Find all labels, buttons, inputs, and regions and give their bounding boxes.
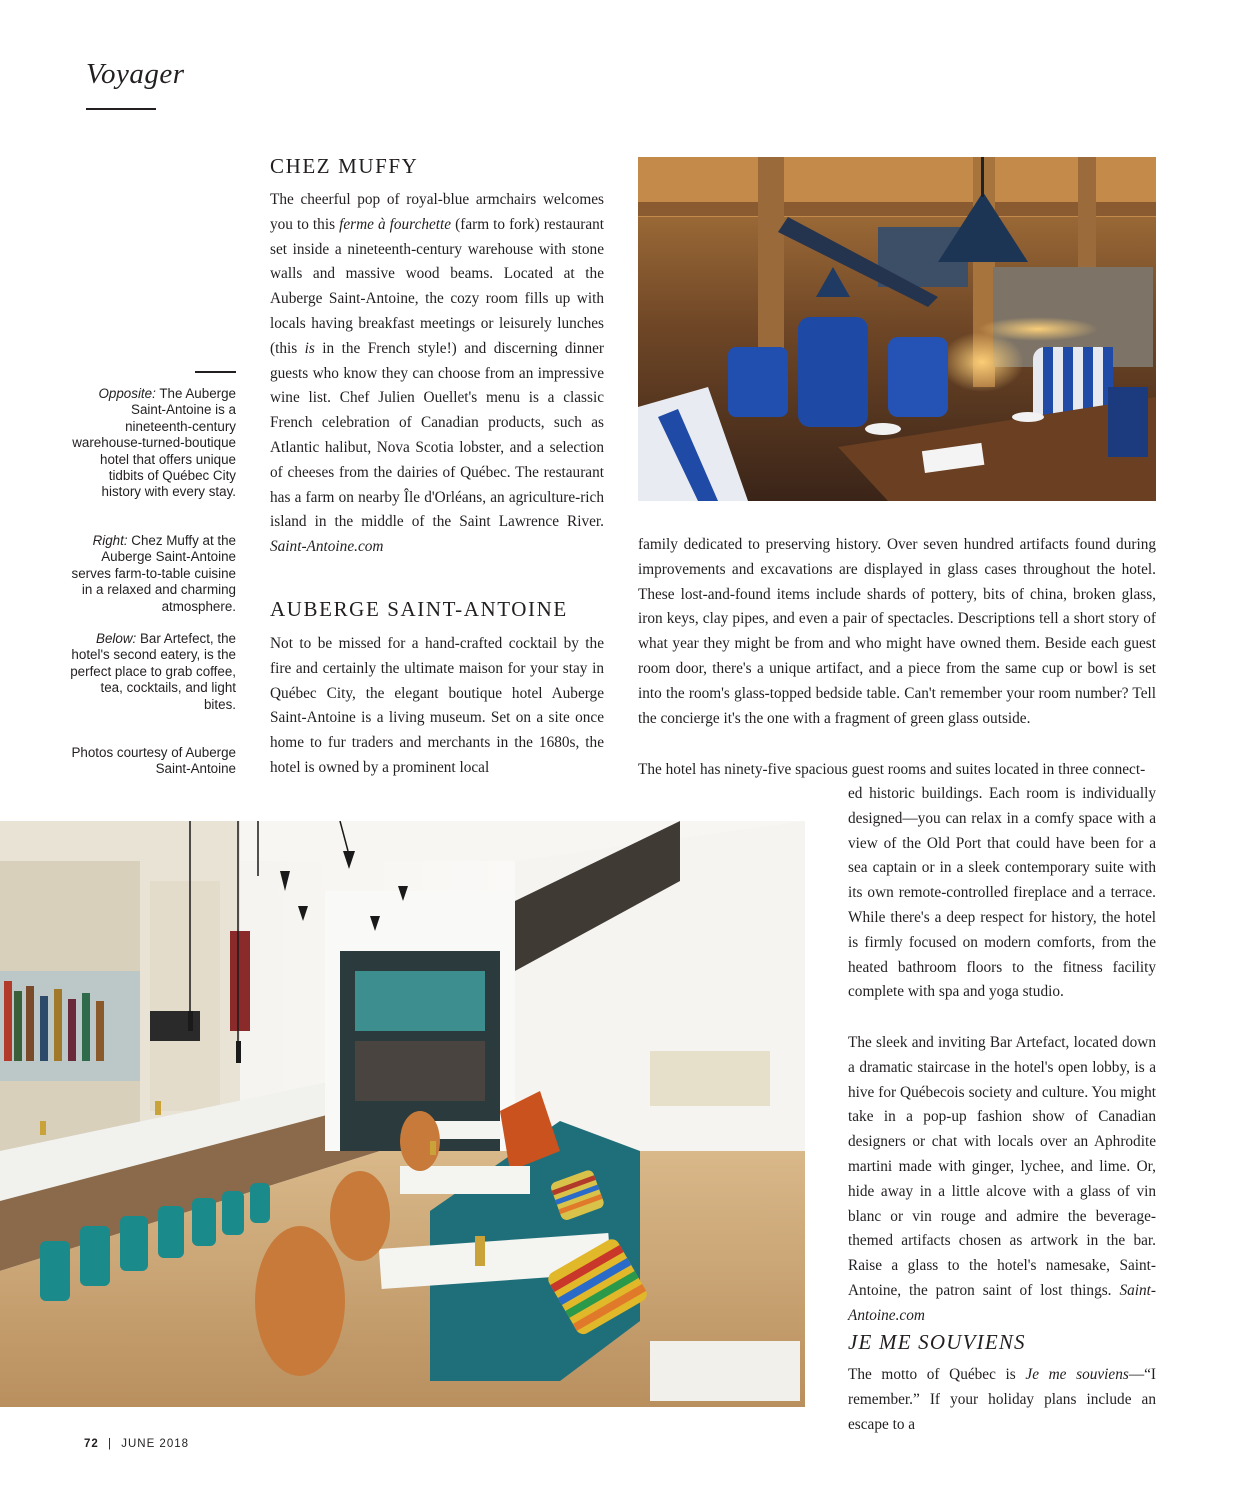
photo-bar-artefact [0, 821, 805, 1407]
folio-separator: | [108, 1438, 112, 1450]
auberge-paragraph-1: Not to be missed for a hand-crafted cocktail by the fire and certainly the ultimate maison for your stay in Québec City, the elegant boutique hotel Auberge Saint-Antoine is a living museum. Set on a site once home to fur traders and merchants in the 1680s, the hotel is owned by a prominent local [270, 635, 604, 776]
page-number: 72 [84, 1438, 99, 1450]
section-label: Voyager [86, 58, 185, 90]
auberge-paragraph-1-continued: family dedicated to preserving history. Over seven hundred artifacts found during improvements and excavations are displayed in glass cases throughout the hotel. These lost-and-found items include shards of pottery, bits of china, broken glass, iron keys, clay pipes, and even a pair of spectacles. Descriptions tell a short story of what year they might be from and who might have owned them. Beside each guest room door, there's a unique artifact, and a piece from the same cup or bowl is set into the room's glass-topped bedside table. Can't remember your room number? Tell the concierge it's the one with a fragment of green glass outside. [638, 536, 1156, 727]
auberge-paragraph-2: ed historic buildings. Each room is individually designed—you can relax in a comfy space with a view of the Old Port that could have been for a sea captain or in a sleek contemporary suite with its own remote-controlled fireplace and a terrace. While there's a deep respect for history, the hotel is firmly focused on modern comforts, from the heated bathroom floors to the fitness facility complete with spa and yoga studio. [848, 785, 1156, 1001]
heading-auberge: AUBERGE SAINT-ANTOINE [270, 597, 568, 621]
caption-opposite: Opposite: The Auberge Saint-Antoine is a nineteenth-century warehouse-turned-boutique hotel that offers unique tidbits of Québec City history with every stay. [72, 386, 236, 500]
website-link: Saint-Antoine.com [270, 538, 384, 556]
chez-muffy-paragraph: The cheerful pop of royal-blue armchairs welcomes you to this ferme à fourchette (farm to fork) restaurant set inside a nineteenth-century warehouse with stone walls and massive wood beams. Located at the Auberge Saint-Antoine, the cozy room fills up with locals having breakfast meetings or leisurely lunches (this is in the French style!) and discerning dinner guests who know they can choose from an impressive wine list. Chef Julien Ouellet's menu is a classic French celebration of Canadian products, such as Atlantic halibut, Nova Scotia lobster, and a selection of cheeses from the dairies of Québec. The restaurant has a farm on nearby Île d'Orléans, an agriculture-rich island in the middle of the Saint Lawrence River. Saint-Antoine.com [270, 191, 605, 556]
bar-artefact-image [0, 821, 805, 1407]
chez-muffy-image [638, 157, 1156, 501]
issue-date: JUNE 2018 [121, 1438, 190, 1450]
auberge-paragraph-2-first-line: The hotel has ninety-five spacious guest rooms and suites located in three connect- [638, 761, 1146, 778]
section-rule [86, 108, 156, 110]
caption-rule [195, 371, 236, 373]
heading-chez-muffy: CHEZ MUFFY [270, 154, 419, 178]
heading-je-me-souviens: JE ME SOUVIENS [848, 1330, 1026, 1354]
website-link: Saint-Antoine.com [848, 1281, 1156, 1324]
photo-chez-muffy [638, 157, 1156, 501]
caption-below: Below: Bar Artefect, the hotel's second eatery, is the perfect place to grab coffee, tea, cocktails, and light bites. [70, 631, 236, 712]
je-me-souviens-paragraph: The motto of Québec is Je me souviens—“I remember.” If your holiday plans include an escape to a [848, 1366, 1156, 1433]
page-folio [84, 1438, 189, 1450]
auberge-paragraph-3: The sleek and inviting Bar Artefact, located down a dramatic staircase in the hotel's open lobby, is a hive for Québecois society and culture. You might take in a pop-up fashion show of Canadian designers or chat with locals over an Aphrodite martini made with ginger, lychee, and lime. Or, hide away in a little alcove with a glass of vin blanc or vin rouge and admire the beverage-themed artifacts chosen as artwork in the bar. Raise a glass to the hotel's namesake, Saint-Antoine, the patron saint of lost things. Saint-Antoine.com [848, 1034, 1156, 1324]
caption-right: Right: Chez Muffy at the Auberge Saint-Antoine serves farm-to-table cuisine in a relaxed and charming atmosphere. [71, 533, 236, 614]
caption-credit: Photos courtesy of Auberge Saint-Antoine [71, 745, 236, 777]
